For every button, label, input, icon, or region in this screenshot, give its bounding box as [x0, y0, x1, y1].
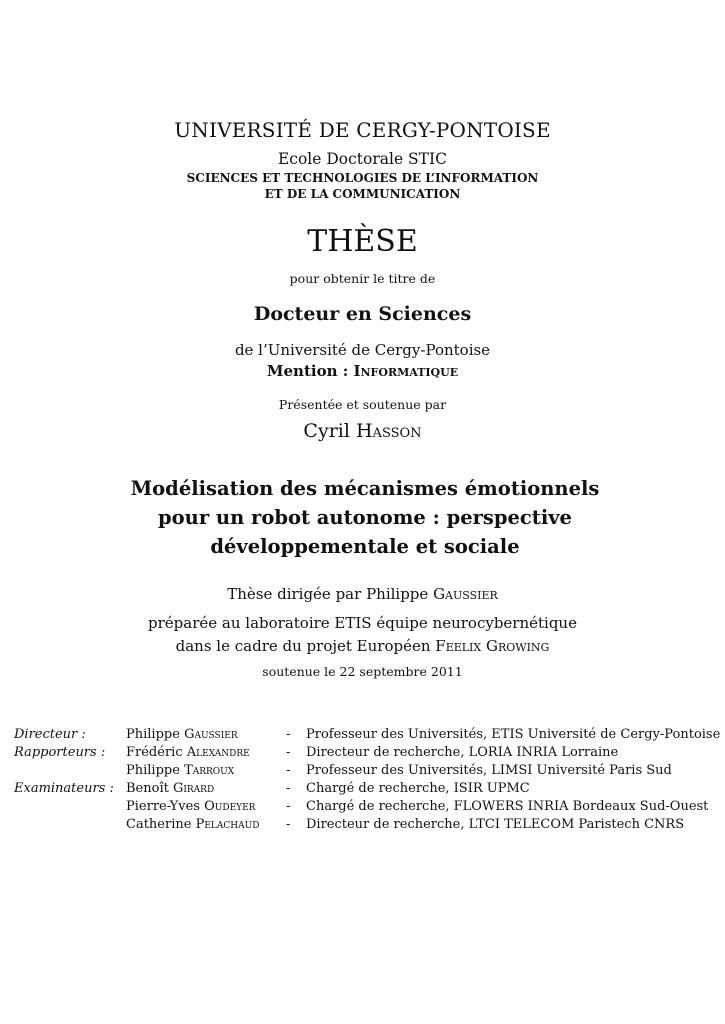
degree-university: de l’Université de Cergy-Pontoise: [234, 341, 491, 359]
jury-name: [126, 817, 286, 835]
department-line-2: ET DE LA COMMUNICATION: [264, 187, 461, 201]
jury-last-name: Girard: [172, 781, 215, 796]
jury-last-name: Tarroux: [184, 763, 235, 778]
jury-role: [14, 799, 126, 817]
project-name: Feelix Growing: [435, 637, 550, 655]
jury-first-name: Philippe: [126, 763, 180, 778]
jury-name: [126, 727, 286, 745]
jury-title: Chargé de recherche, FLOWERS INRIA Bordeaux Sud-Ouest: [306, 799, 709, 814]
jury-row: [14, 817, 720, 835]
author-name: [0, 420, 725, 442]
document-type: THÈSE: [307, 224, 418, 259]
jury-last-name: Pelachaud: [195, 817, 260, 832]
jury-table: [14, 727, 720, 835]
laboratory-line: préparée au laboratoire ETIS équipe neurocybernétique: [148, 614, 577, 632]
project-prefix: dans le cadre du projet Européen: [175, 637, 436, 655]
jury-first-name: Pierre-Yves: [126, 799, 200, 814]
jury-row: [14, 727, 720, 745]
jury-name: [126, 763, 286, 781]
author-first-name: Cyril: [303, 420, 350, 442]
jury-last-name: Alexandre: [186, 745, 250, 760]
jury-role: [14, 817, 126, 835]
presented-by-text: Présentée et soutenue par: [278, 397, 447, 412]
jury-title: Chargé de recherche, ISIR UPMC: [306, 781, 530, 796]
jury-role: Rapporteurs :: [14, 745, 106, 760]
jury-dash: -: [286, 745, 291, 760]
jury-dash: -: [286, 781, 291, 796]
jury-first-name: Catherine: [126, 817, 192, 832]
thesis-title: Modélisation des mécanismes émotionnels pour un robot autonome : perspective développementale et sociale: [130, 477, 600, 558]
jury-title: Directeur de recherche, LTCI TELECOM Paristech CNRS: [306, 817, 685, 832]
jury-last-name: Oudeyer: [204, 799, 256, 814]
author-last-name: Hasson: [355, 420, 422, 442]
directed-prefix: Thèse dirigée par Philippe: [227, 585, 434, 603]
jury-title: Professeur des Universités, LIMSI Université Paris Sud: [306, 763, 672, 778]
department-line-1: SCIENCES ET TECHNOLOGIES DE L’INFORMATION: [186, 171, 539, 185]
jury-first-name: Philippe: [126, 727, 180, 742]
jury-row: [14, 745, 720, 763]
project-line: [0, 637, 725, 655]
jury-role: Examinateurs :: [14, 781, 114, 796]
jury-dash: -: [286, 817, 291, 832]
degree-mention: [0, 362, 725, 380]
jury-name: [126, 781, 286, 799]
jury-role: [14, 763, 126, 781]
mention-value: Informatique: [353, 362, 459, 380]
jury-name: [126, 799, 286, 817]
jury-title: Directeur de recherche, LORIA INRIA Lorraine: [306, 745, 619, 760]
jury-title: Professeur des Universités, ETIS Université de Cergy-Pontoise: [306, 727, 721, 742]
university-name: UNIVERSITÉ DE CERGY-PONTOISE: [174, 118, 551, 142]
jury-name: [126, 745, 286, 763]
jury-role: Directeur :: [14, 727, 86, 742]
jury-row: [14, 781, 720, 799]
degree-title: Docteur en Sciences: [253, 303, 472, 325]
jury-dash: -: [286, 799, 291, 814]
director-last-name: Gaussier: [433, 585, 498, 603]
jury-first-name: Frédéric: [126, 745, 183, 760]
jury-first-name: Benoît: [126, 781, 169, 796]
jury-dash: -: [286, 727, 291, 742]
directed-by: [0, 585, 725, 603]
defense-date: soutenue le 22 septembre 2011: [262, 664, 463, 679]
mention-label: Mention :: [266, 362, 354, 380]
jury-row: [14, 763, 720, 781]
obtain-title-text: pour obtenir le titre de: [289, 271, 436, 286]
jury-dash: -: [286, 763, 291, 778]
doctoral-school: Ecole Doctorale STIC: [277, 150, 448, 168]
jury-row: [14, 799, 720, 817]
jury-last-name: Gaussier: [184, 727, 238, 742]
